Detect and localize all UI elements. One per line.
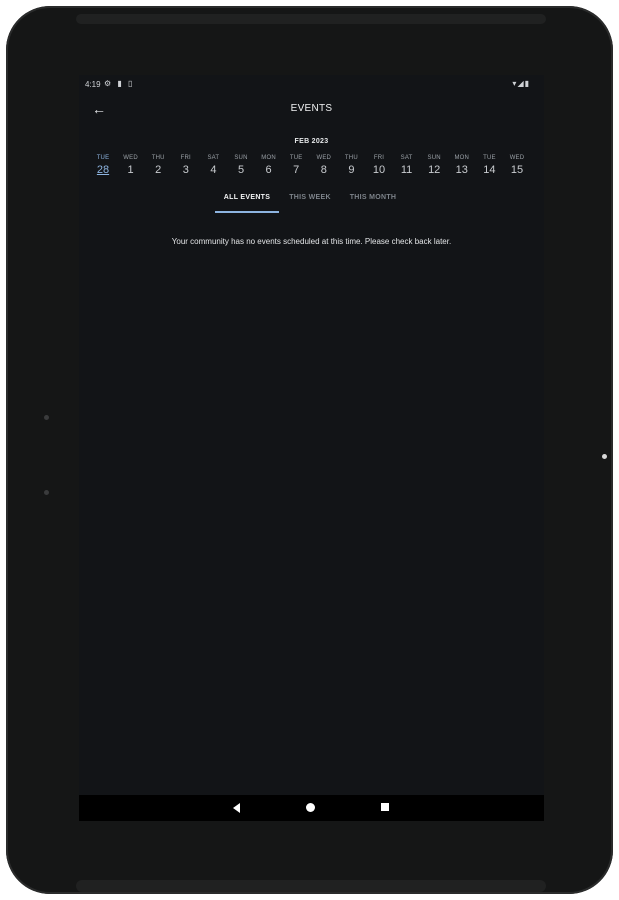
month-label: FEB 2023 <box>294 138 329 145</box>
date-number: 8 <box>320 164 327 176</box>
nav-recents-icon[interactable] <box>381 803 389 811</box>
date-number: 7 <box>293 164 300 176</box>
date-cell[interactable] <box>448 155 476 176</box>
day-of-week-label: MON <box>261 155 276 161</box>
tab-this-month[interactable]: THIS MONTH <box>349 194 397 201</box>
date-number: 2 <box>155 164 162 176</box>
app-bar <box>79 97 544 123</box>
date-cell[interactable] <box>255 155 283 176</box>
screen <box>79 75 544 821</box>
status-notification-icons: ⚙ ▮ ▯ <box>104 79 135 88</box>
date-cell[interactable] <box>503 155 531 176</box>
proximity-sensor <box>44 490 49 495</box>
tab-all-events[interactable]: ALL EVENTS <box>215 191 279 213</box>
nav-back-icon[interactable] <box>233 803 240 813</box>
tab-this-week[interactable]: THIS WEEK <box>289 194 331 201</box>
date-number: 11 <box>400 164 413 176</box>
day-of-week-label: WED <box>316 155 332 161</box>
date-cell[interactable] <box>282 155 310 176</box>
day-of-week-label: TUE <box>289 155 303 161</box>
day-of-week-label: THU <box>151 155 165 161</box>
date-cell[interactable] <box>475 155 503 176</box>
date-strip <box>89 155 534 181</box>
back-arrow-icon[interactable]: ← <box>92 101 106 117</box>
date-cell[interactable] <box>365 155 393 176</box>
day-of-week-label: SAT <box>207 155 220 161</box>
status-system-icons: ▾◢▮ <box>512 79 530 88</box>
day-of-week-label: THU <box>344 155 358 161</box>
bezel-bottom-edge <box>76 880 546 892</box>
date-cell[interactable] <box>393 155 421 176</box>
date-number: 12 <box>428 164 441 176</box>
date-number: 5 <box>237 164 245 176</box>
day-of-week-label: MON <box>454 155 470 161</box>
date-number: 1 <box>127 164 134 176</box>
empty-state-message: Your community has no events scheduled at this time. Please check back later. <box>171 237 452 246</box>
date-number: 28 <box>96 164 110 176</box>
date-cell[interactable] <box>172 155 200 176</box>
date-cell[interactable] <box>337 155 365 176</box>
date-number: 9 <box>348 164 355 176</box>
day-of-week-label: SUN <box>427 155 441 161</box>
date-number: 3 <box>182 164 189 176</box>
day-of-week-label: SUN <box>234 155 248 161</box>
date-cell[interactable] <box>89 155 117 176</box>
day-of-week-label: FRI <box>373 155 385 161</box>
date-number: 14 <box>483 164 496 176</box>
date-cell[interactable] <box>144 155 172 176</box>
date-number: 4 <box>210 164 217 176</box>
status-bar <box>79 75 544 95</box>
front-camera <box>44 415 49 420</box>
date-cell[interactable] <box>199 155 227 176</box>
date-number: 13 <box>455 164 468 176</box>
date-number: 15 <box>510 164 524 176</box>
event-tabs <box>79 191 544 213</box>
day-of-week-label: WED <box>123 155 138 161</box>
system-nav-bar <box>79 795 544 821</box>
nav-home-icon[interactable] <box>306 803 315 812</box>
page-title: EVENTS <box>290 103 333 114</box>
date-cell[interactable] <box>420 155 448 176</box>
day-of-week-label: SAT <box>400 155 413 161</box>
day-of-week-label: FRI <box>180 155 191 161</box>
notification-led <box>602 454 607 459</box>
date-cell[interactable] <box>117 155 145 176</box>
bezel-top-edge <box>76 14 546 24</box>
day-of-week-label: TUE <box>96 155 110 161</box>
date-number: 6 <box>265 164 272 176</box>
date-cell[interactable] <box>227 155 255 176</box>
day-of-week-label: TUE <box>483 155 496 161</box>
date-cell[interactable] <box>310 155 338 176</box>
day-of-week-label: WED <box>509 155 525 161</box>
date-number: 10 <box>372 164 386 176</box>
status-time: 4:19 <box>85 80 101 89</box>
